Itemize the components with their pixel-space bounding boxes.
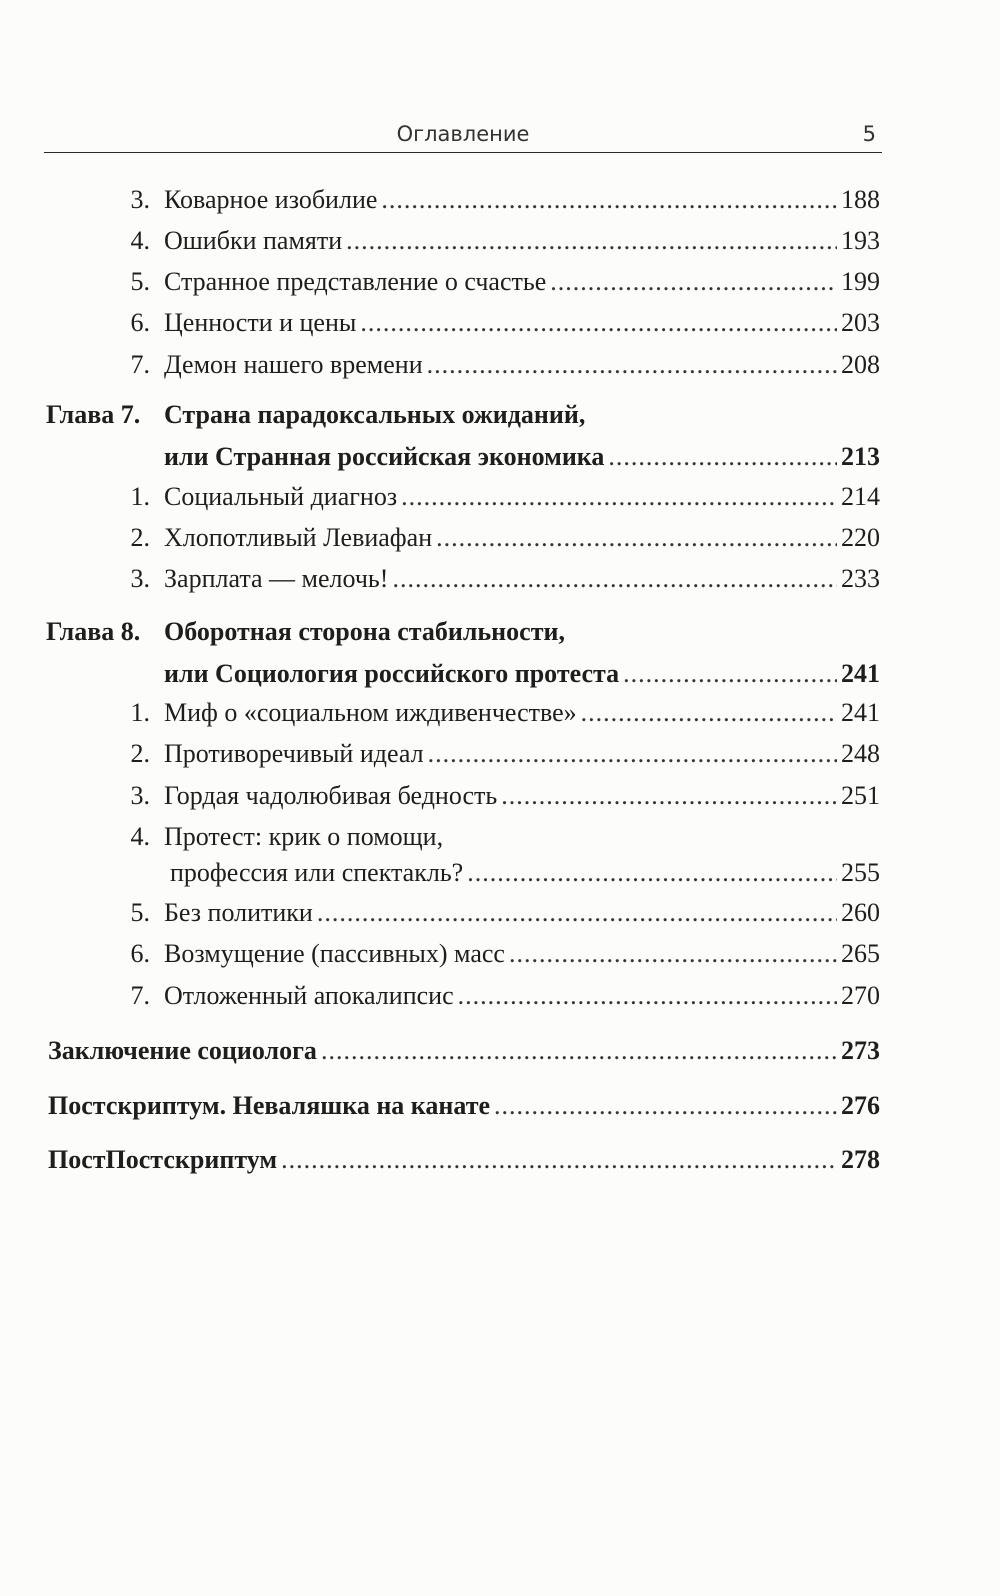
toc-entry-number: 3.: [130, 185, 150, 214]
leader-dots: [467, 853, 837, 893]
toc-entry[interactable]: [120, 303, 880, 343]
toc-chapter[interactable]: [46, 612, 880, 694]
toc-entry-number: 4.: [130, 226, 150, 255]
toc-entry-page: 208: [841, 350, 880, 379]
running-header-title: Оглавление: [396, 122, 530, 146]
toc-entry-title: Возмущение (пассивных) масс: [164, 939, 505, 968]
toc-entry-title: Миф о «социальном иждивенчестве»: [164, 698, 577, 727]
leader-dots: [550, 262, 837, 302]
toc-entry-title: Странное представление о счастье: [164, 267, 547, 296]
toc-entry-page: 251: [841, 781, 880, 810]
chapter-label: Глава 7.: [46, 400, 141, 429]
leader-dots: [381, 180, 837, 220]
toc-entry-title: Противоречивый идеал: [164, 739, 424, 768]
toc-entry-page: 241: [841, 659, 880, 688]
toc-entry[interactable]: [120, 180, 880, 220]
toc-entry[interactable]: [120, 477, 880, 517]
leader-dots: [623, 654, 837, 694]
leader-dots: [317, 893, 837, 933]
leader-dots: [392, 559, 837, 599]
leader-dots: [427, 345, 837, 385]
toc-entry-page: 273: [841, 1036, 880, 1065]
toc-entry-title: Коварное изобилие: [164, 185, 378, 214]
chapter-title-line-1: Страна парадоксальных ожиданий,: [164, 400, 586, 429]
toc-entry-number: 6.: [130, 308, 150, 337]
toc-entry-number: 1.: [130, 698, 150, 727]
page-number: 5: [862, 122, 876, 146]
toc-entry[interactable]: [120, 345, 880, 385]
toc-entry-title-line-2: профессия или спектакль?: [170, 858, 464, 887]
toc-entry-number: 3.: [130, 781, 150, 810]
toc-entry-number: 2.: [130, 739, 150, 768]
toc-entry-number: 5.: [130, 267, 150, 296]
toc-entry-page: 276: [841, 1091, 880, 1120]
toc-section[interactable]: [48, 1140, 880, 1180]
chapter-title-line-2: или Социология российского протеста: [164, 659, 620, 688]
toc-section[interactable]: [48, 1031, 880, 1071]
leader-dots: [321, 1031, 837, 1071]
toc-chapter[interactable]: [46, 395, 880, 477]
toc-entry[interactable]: [120, 518, 880, 558]
toc-entry-page: 241: [841, 698, 880, 727]
toc-entry[interactable]: [120, 934, 880, 974]
toc-entry-page: 199: [841, 267, 880, 296]
toc-entry-page: 193: [841, 226, 880, 255]
toc-entry-number: 7.: [130, 981, 150, 1010]
toc-entry-page: 214: [841, 482, 880, 511]
chapter-title-line-2: или Странная российская экономика: [164, 442, 605, 471]
leader-dots: [360, 303, 837, 343]
toc-entry-number: 4.: [130, 822, 150, 851]
toc-entry-title: Демон нашего времени: [164, 350, 423, 379]
toc-entry-page: 220: [841, 523, 880, 552]
toc-entry-title: Социальный диагноз: [164, 482, 398, 511]
toc-section-title: Постскриптум. Неваляшка на канате: [48, 1091, 490, 1120]
leader-dots: [458, 976, 837, 1016]
toc-section[interactable]: [48, 1086, 880, 1126]
toc-entry[interactable]: [120, 559, 880, 599]
toc-entry-number: 2.: [130, 523, 150, 552]
toc-entry[interactable]: [120, 776, 880, 816]
toc-entry-page: 233: [841, 564, 880, 593]
toc-entry-title: Без политики: [164, 898, 313, 927]
leader-dots: [428, 734, 837, 774]
leader-dots: [501, 776, 837, 816]
toc-entry[interactable]: [120, 221, 880, 261]
toc-entry-title: Ошибки памяти: [164, 226, 343, 255]
toc-entry[interactable]: [120, 893, 880, 933]
toc-entry-page: 203: [841, 308, 880, 337]
leader-dots: [281, 1140, 837, 1180]
leader-dots: [509, 934, 837, 974]
toc-entry-page: 278: [841, 1145, 880, 1174]
toc-entry-number: 5.: [130, 898, 150, 927]
leader-dots: [401, 477, 837, 517]
toc-entry-page: 255: [841, 858, 880, 887]
leader-dots: [581, 693, 837, 733]
toc-entry[interactable]: [120, 976, 880, 1016]
toc-entry-page: 260: [841, 898, 880, 927]
toc-entry-title: Хлопотливый Левиафан: [164, 523, 433, 552]
toc-entry-page: 213: [841, 442, 880, 471]
leader-dots: [608, 437, 837, 477]
toc-entry-title-line-1: Протест: крик о помощи,: [164, 822, 444, 851]
leader-dots: [436, 518, 837, 558]
toc-entry-title: Зарплата — мелочь!: [164, 564, 389, 593]
chapter-label: Глава 8.: [46, 617, 141, 646]
toc-entry[interactable]: [120, 817, 880, 893]
toc-section-title: Заключение социолога: [48, 1036, 317, 1065]
leader-dots: [346, 221, 837, 261]
toc-entry[interactable]: [120, 262, 880, 302]
toc-entry-title: Отложенный апокалипсис: [164, 981, 454, 1010]
toc-entry-number: 3.: [130, 564, 150, 593]
toc-entry-page: 188: [841, 185, 880, 214]
toc-entry-page: 265: [841, 939, 880, 968]
toc-entry[interactable]: [120, 693, 880, 733]
leader-dots: [494, 1086, 837, 1126]
toc-entry-number: 6.: [130, 939, 150, 968]
toc-entry-title: Гордая чадолюбивая бедность: [164, 781, 498, 810]
toc-entry-page: 248: [841, 739, 880, 768]
toc-entry-number: 7.: [130, 350, 150, 379]
chapter-title-line-1: Оборотная сторона стабильности,: [164, 617, 565, 646]
running-header: [44, 120, 882, 153]
toc-entry-page: 270: [841, 981, 880, 1010]
toc-entry[interactable]: [120, 734, 880, 774]
toc-section-title: ПостПостскриптум: [48, 1145, 278, 1174]
toc-entry-number: 1.: [130, 482, 150, 511]
toc-entry-title: Ценности и цены: [164, 308, 357, 337]
